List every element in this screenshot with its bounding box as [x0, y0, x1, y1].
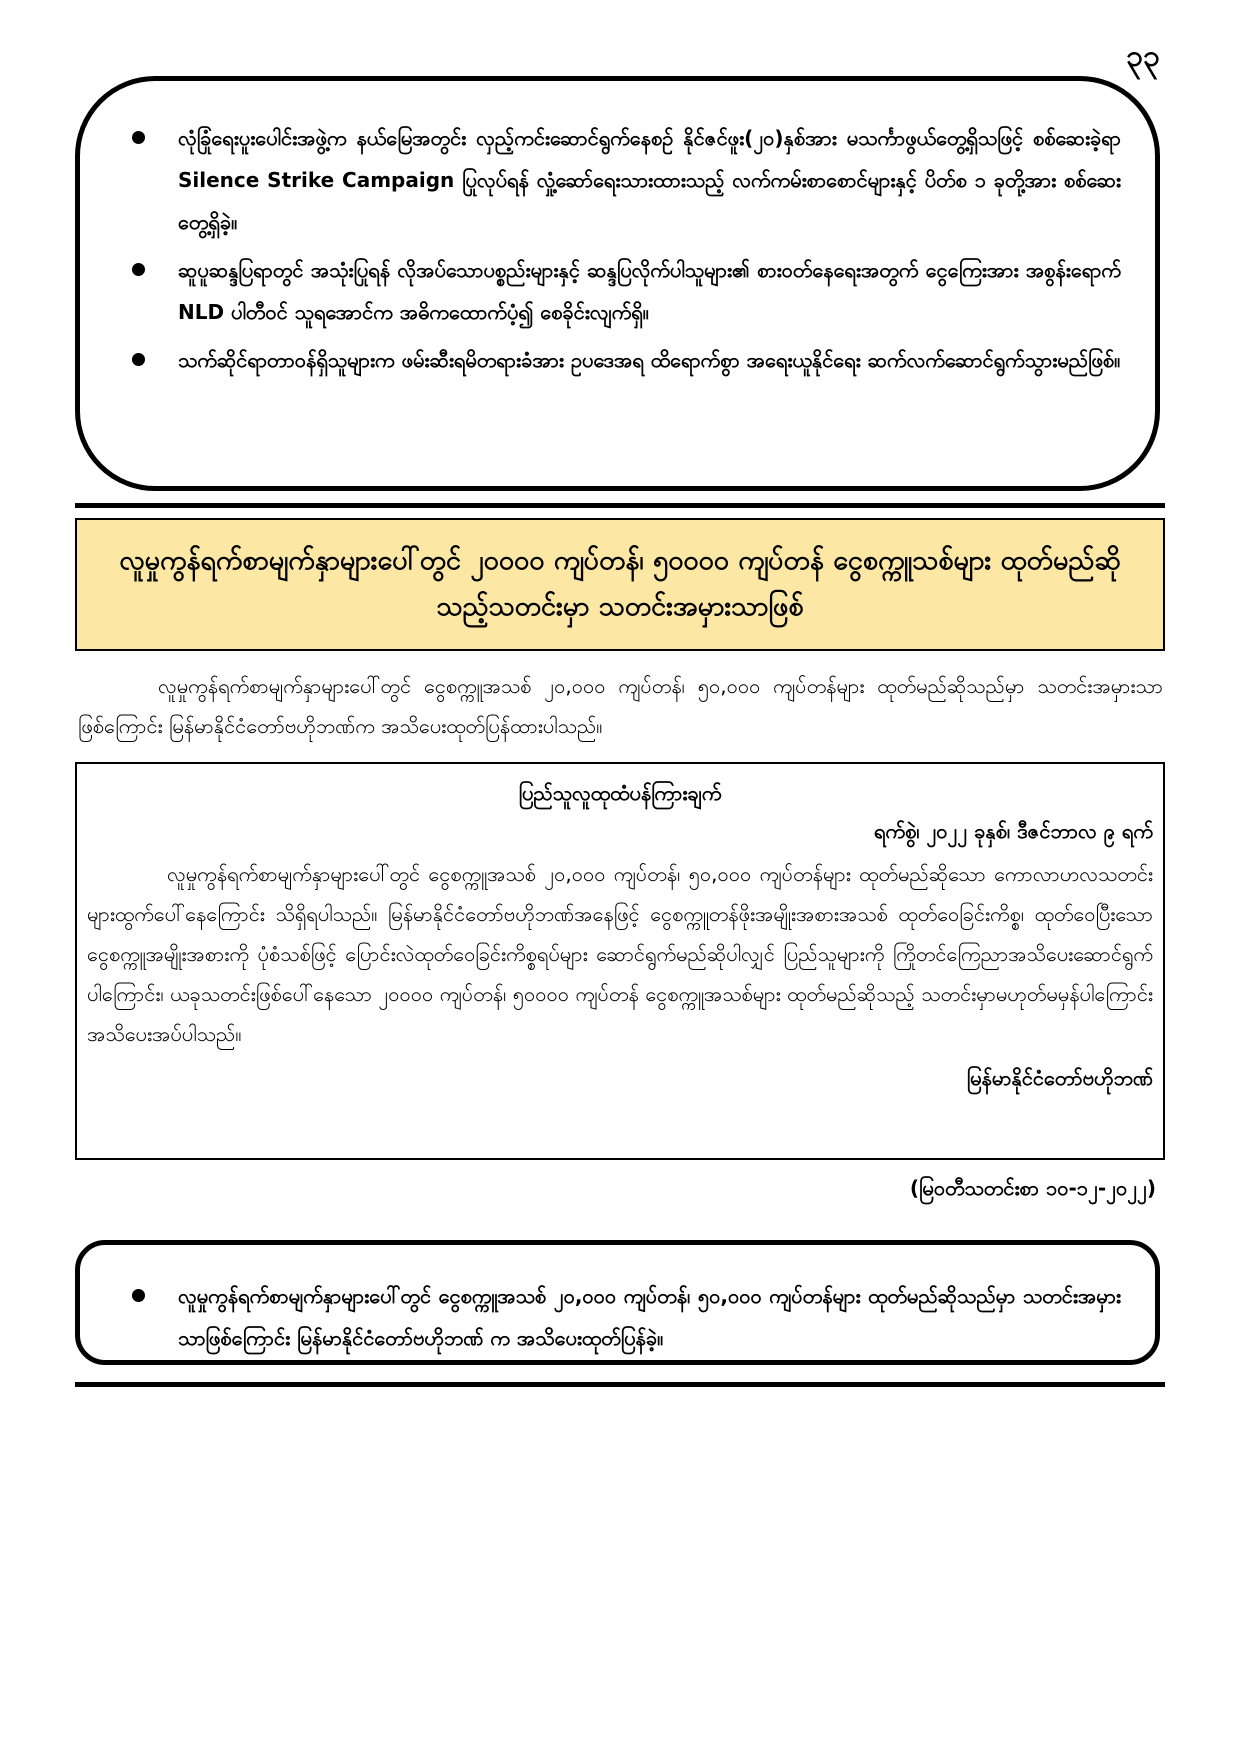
article-headline: လူမှုကွန်ရက်စာမျက်နှာများပေါ်တွင် ၂၀၀၀၀ ကျပ်တန်၊ ၅၀၀၀၀ ကျပ်တန် ငွေစက္ကူသစ်များ ထုတ်မည်ဆိုသည့်သတင်းမှာ သတင်းအမှားသာဖြစ် — [75, 518, 1165, 651]
bullet-icon — [132, 1289, 145, 1302]
notice-date: ရက်စွဲ၊ ၂၀၂၂ ခုနှစ်၊ ဒီဇင်ဘာလ ၉ ရက် — [874, 819, 1153, 843]
section-divider — [75, 1382, 1165, 1387]
page-number: ၃၃ — [1126, 39, 1160, 74]
bullet-icon — [132, 353, 145, 366]
summary-item — [132, 339, 1121, 381]
summary-item-text: ဆူပူဆန္ဒပြရာတွင် အသုံးပြုရန် လိုအပ်သောပစ္စည်းများနှင့် ဆန္ဒပြလိုက်ပါသူများ၏ စားဝတ်နေရေးအတွက် ငွေကြေးအား အစွန်းရောက် NLD ပါတီဝင် သူရအောင်က အဓိကထောက်ပံ့၍ စေခိုင်းလျက်ရှိ။ — [178, 258, 1121, 324]
bullet-icon — [132, 131, 145, 144]
article-intro: လူမှုကွန်ရက်စာမျက်နှာများပေါ်တွင် ငွေစက္ကူအသစ် ၂၀,၀၀၀ ကျပ်တန်၊ ၅၀,၀၀၀ ကျပ်တန်များ ထုတ်မည်ဆိုသည်မှာ သတင်းအမှားသာဖြစ်ကြောင်း မြန်မာနိုင်ငံတော်ဗဟိုဘဏ်က အသိပေးထုတ်ပြန်ထားပါသည်။ — [78, 674, 1163, 738]
summary-box-top — [75, 76, 1160, 491]
summary-item — [132, 249, 1121, 333]
section-divider — [75, 503, 1165, 508]
summary-item-text: လုံခြုံရေးပူးပေါင်းအဖွဲ့က နယ်မြေအတွင်း လှည့်ကင်းဆောင်ရွက်နေစဉ် နိုင်ဇင်ဖူး(၂၀)နှစ်အား မသင်္ကာဖွယ်တွေ့ရှိသဖြင့် စစ်ဆေးခဲ့ရာ Silence Strike Campaign ပြုလုပ်ရန် လှုံ့ဆော်ရေးသားထားသည့် လက်ကမ်းစာစောင်များနှင့် ပိတ်စ ၁ ခုတို့အား စစ်ဆေးတွေ့ရှိခဲ့။ — [178, 126, 1121, 234]
summary-item — [132, 1275, 1121, 1359]
summary-box-bottom — [75, 1240, 1160, 1365]
summary-item-text: လူမှုကွန်ရက်စာမျက်နှာများပေါ်တွင် ငွေစက္ကူအသစ် ၂၀,၀၀၀ ကျပ်တန်၊ ၅၀,၀၀၀ ကျပ်တန်များ ထုတ်မည်ဆိုသည်မှာ သတင်းအမှားသာဖြစ်ကြောင်း မြန်မာနိုင်ငံတော်ဗဟိုဘဏ် က အသိပေးထုတ်ပြန်ခဲ့။ — [178, 1284, 1121, 1350]
notice-title: ပြည်သူလူထုထံပန်ကြားချက် — [518, 781, 722, 805]
notice-body: လူမှုကွန်ရက်စာမျက်နှာများပေါ်တွင် ငွေစက္ကူအသစ် ၂၀,၀၀၀ ကျပ်တန်၊ ၅၀,၀၀၀ ကျပ်တန်များ ထုတ်မည်ဆိုသော ကောလာဟလသတင်းများထွက်ပေါ်နေကြောင်း သိရှိရပါသည်။ မြန်မာနိုင်ငံတော်ဗဟိုဘဏ်အနေဖြင့် ငွေစက္ကူတန်ဖိုးအမျိုးအစားအသစ် ထုတ်ဝေခြင်းကိစ္စ၊ ထုတ်ဝေပြီးသော ငွေစက္ကူအမျိုးအစားကို ပုံစံသစ်ဖြင့် ပြောင်းလဲထုတ်ဝေခြင်းကိစ္စရပ်များ ဆောင်ရွက်မည်ဆိုပါလျှင် ပြည်သူများကို ကြိုတင်ကြေညာအသိပေးဆောင်ရွက်ပါကြောင်း၊ ယခုသတင်းဖြစ်ပေါ်နေသော ၂၀၀၀၀ ကျပ်တန်၊ ၅၀၀၀၀ ကျပ်တန် ငွေစက္ကူအသစ်များ ထုတ်မည်ဆိုသည့် သတင်းမှာမဟုတ်မမှန်ပါကြောင်း အသိပေးအပ်ပါသည်။ — [87, 862, 1153, 1046]
summary-item — [132, 117, 1121, 243]
summary-list-bottom — [132, 1275, 1121, 1359]
summary-item-text: သက်ဆိုင်ရာတာဝန်ရှိသူများက ဖမ်းဆီးရမိတရားခံအား ဥပဒေအရ ထိရောက်စွာ အရေးယူနိုင်ရေး ဆက်လက်ဆောင်ရွက်သွားမည်ဖြစ်။ — [178, 348, 1121, 372]
bullet-icon — [132, 263, 145, 276]
source-citation: (မြဝတီသတင်းစာ ၁၀-၁၂-၂၀၂၂) — [909, 1176, 1156, 1200]
official-notice — [75, 762, 1165, 1160]
notice-signature: မြန်မာနိုင်ငံတော်ဗဟိုဘဏ် — [966, 1066, 1153, 1090]
summary-list-top — [132, 117, 1121, 381]
